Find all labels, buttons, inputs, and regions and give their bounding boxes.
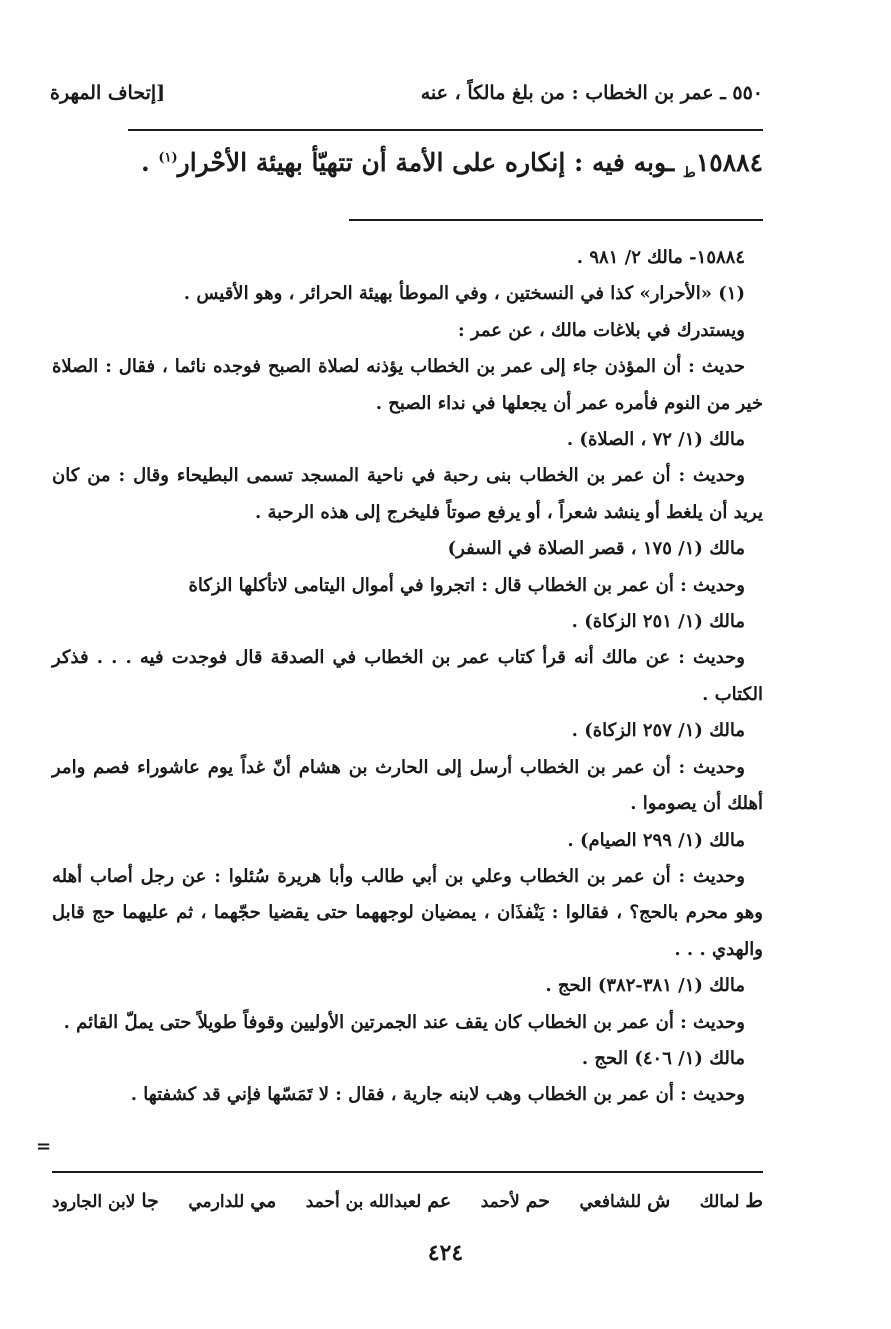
footnote-line: وحديث : أن عمر بن الخطاب وهب لابنه جارية ، فقال : لا تَمَسّها فإني قد كشفتها . bbox=[130, 1084, 745, 1106]
footnote-line: مالك (١/ ٢٥١ الزكاة) . bbox=[571, 611, 745, 633]
abbreviation-item: حم لأحمد bbox=[480, 1190, 551, 1212]
page-number: ٤٢٤ bbox=[427, 1240, 464, 1266]
abbreviation-item: ط لمالك bbox=[699, 1190, 763, 1212]
entry-end: . bbox=[140, 148, 159, 177]
footnote-line: أهلك أن يصوموا . bbox=[630, 793, 763, 815]
abbreviations-rule bbox=[52, 1171, 763, 1173]
running-header bbox=[50, 82, 763, 118]
abbreviation-item: عم لعبدالله بن أحمد bbox=[305, 1190, 452, 1212]
footnote-line: (١) «الأحرار» كذا في النسختين ، وفي الموطأ بهيئة الحرائر ، وهو الأقيس . bbox=[183, 283, 745, 305]
entry-source-marker: ط bbox=[682, 165, 696, 181]
footnote-line: مالك (١/ ٣٨١-٣٨٢) الحج . bbox=[545, 975, 745, 997]
footnote-line: مالك (١/ ٤٠٦) الحج . bbox=[581, 1047, 745, 1069]
footnotes bbox=[52, 240, 763, 1114]
abbreviation-item: مي للدارمي bbox=[188, 1190, 277, 1212]
header-book-title: [إتحاف المهرة bbox=[50, 82, 166, 104]
continuation-mark: = bbox=[36, 1136, 52, 1157]
footnote-line: الكتاب . bbox=[702, 683, 763, 705]
footnote-line: حديث : أن المؤذن جاء إلى عمر بن الخطاب يؤذنه لصلاة الصبح فوجده نائما ، فقال : الصلاة bbox=[52, 356, 745, 378]
footnote-line: وحديث : أن عمر بن الخطاب أرسل إلى الحارث بن هشام أنّ غداً يوم عاشوراء فصم وامر bbox=[52, 756, 745, 778]
footnote-line: وحديث : عن مالك أنه قرأ كتاب عمر بن الخطاب في الصدقة قال فوجدت فيه . . . فذكر bbox=[52, 647, 745, 669]
footnote-line: ويستدرك في بلاغات مالك ، عن عمر : bbox=[458, 319, 745, 341]
abbreviation-item: ش للشافعي bbox=[579, 1190, 671, 1212]
footnote-line: مالك (١/ ٢٥٧ الزكاة) . bbox=[571, 720, 745, 742]
footnote-line: مالك (١/ ١٧٥ ، قصر الصلاة في السفر) bbox=[447, 538, 745, 560]
footnote-line: وهو محرم بالحج؟ ، فقالوا : يَنْفذَان ، يمضيان لوجههما حتى يقضيا حجّهما ، ثم عليهما حج قابل bbox=[52, 902, 763, 924]
footnote-line: ١٥٨٨٤- مالك ٢/ ٩٨١ . bbox=[576, 247, 745, 268]
footnote-line: مالك (١/ ٧٢ ، الصلاة) . bbox=[566, 429, 745, 451]
notes-separator-rule bbox=[349, 219, 763, 221]
footnote-line: مالك (١/ ٢٩٩ الصيام) . bbox=[567, 829, 745, 851]
footnote-ref: (١) bbox=[158, 150, 178, 166]
footnote-line: وحديث : أن عمر بن الخطاب قال : اتجروا في أموال اليتامى لاتأكلها الزكاة bbox=[188, 574, 745, 596]
entry-number: ١٥٨٨٤ bbox=[695, 148, 763, 177]
abbreviations-key bbox=[52, 1190, 763, 1212]
footnote-line: يريد أن يلغط أو ينشد شعراً ، أو يرفع صوتاً فليخرج إلى هذه الرحبة . bbox=[254, 501, 763, 523]
header-rule bbox=[128, 129, 763, 131]
footnote-line: خير من النوم فأمره عمر أن يجعلها في نداء الصبح . bbox=[375, 392, 763, 414]
footnote-line: وحديث : أن عمر بن الخطاب بنى رحبة في ناحية المسجد تسمى البطيحاء وقال : من كان bbox=[52, 465, 745, 487]
abbreviation-item: جا لابن الجارود bbox=[52, 1190, 159, 1212]
entry-text: ـوبه فيه : إنكاره على الأمة أن تتهيّأ بهيئة الأحْرار bbox=[177, 148, 675, 177]
header-page-info: ٥٥٠ ـ عمر بن الخطاب : من بلغ مالكاً ، عنه bbox=[420, 82, 763, 104]
hadith-entry bbox=[60, 148, 763, 181]
footnote-line: وحديث : أن عمر بن الخطاب وعلي بن أبي طالب وأبا هريرة سُئلوا : عن رجل أصاب أهله bbox=[52, 865, 745, 887]
footnote-line: وحديث : أن عمر بن الخطاب كان يقف عند الجمرتين الأوليين وقوفاً طويلاً حتى يملّ القائم . bbox=[63, 1011, 745, 1033]
footnote-line: والهدي . . . bbox=[674, 938, 763, 960]
